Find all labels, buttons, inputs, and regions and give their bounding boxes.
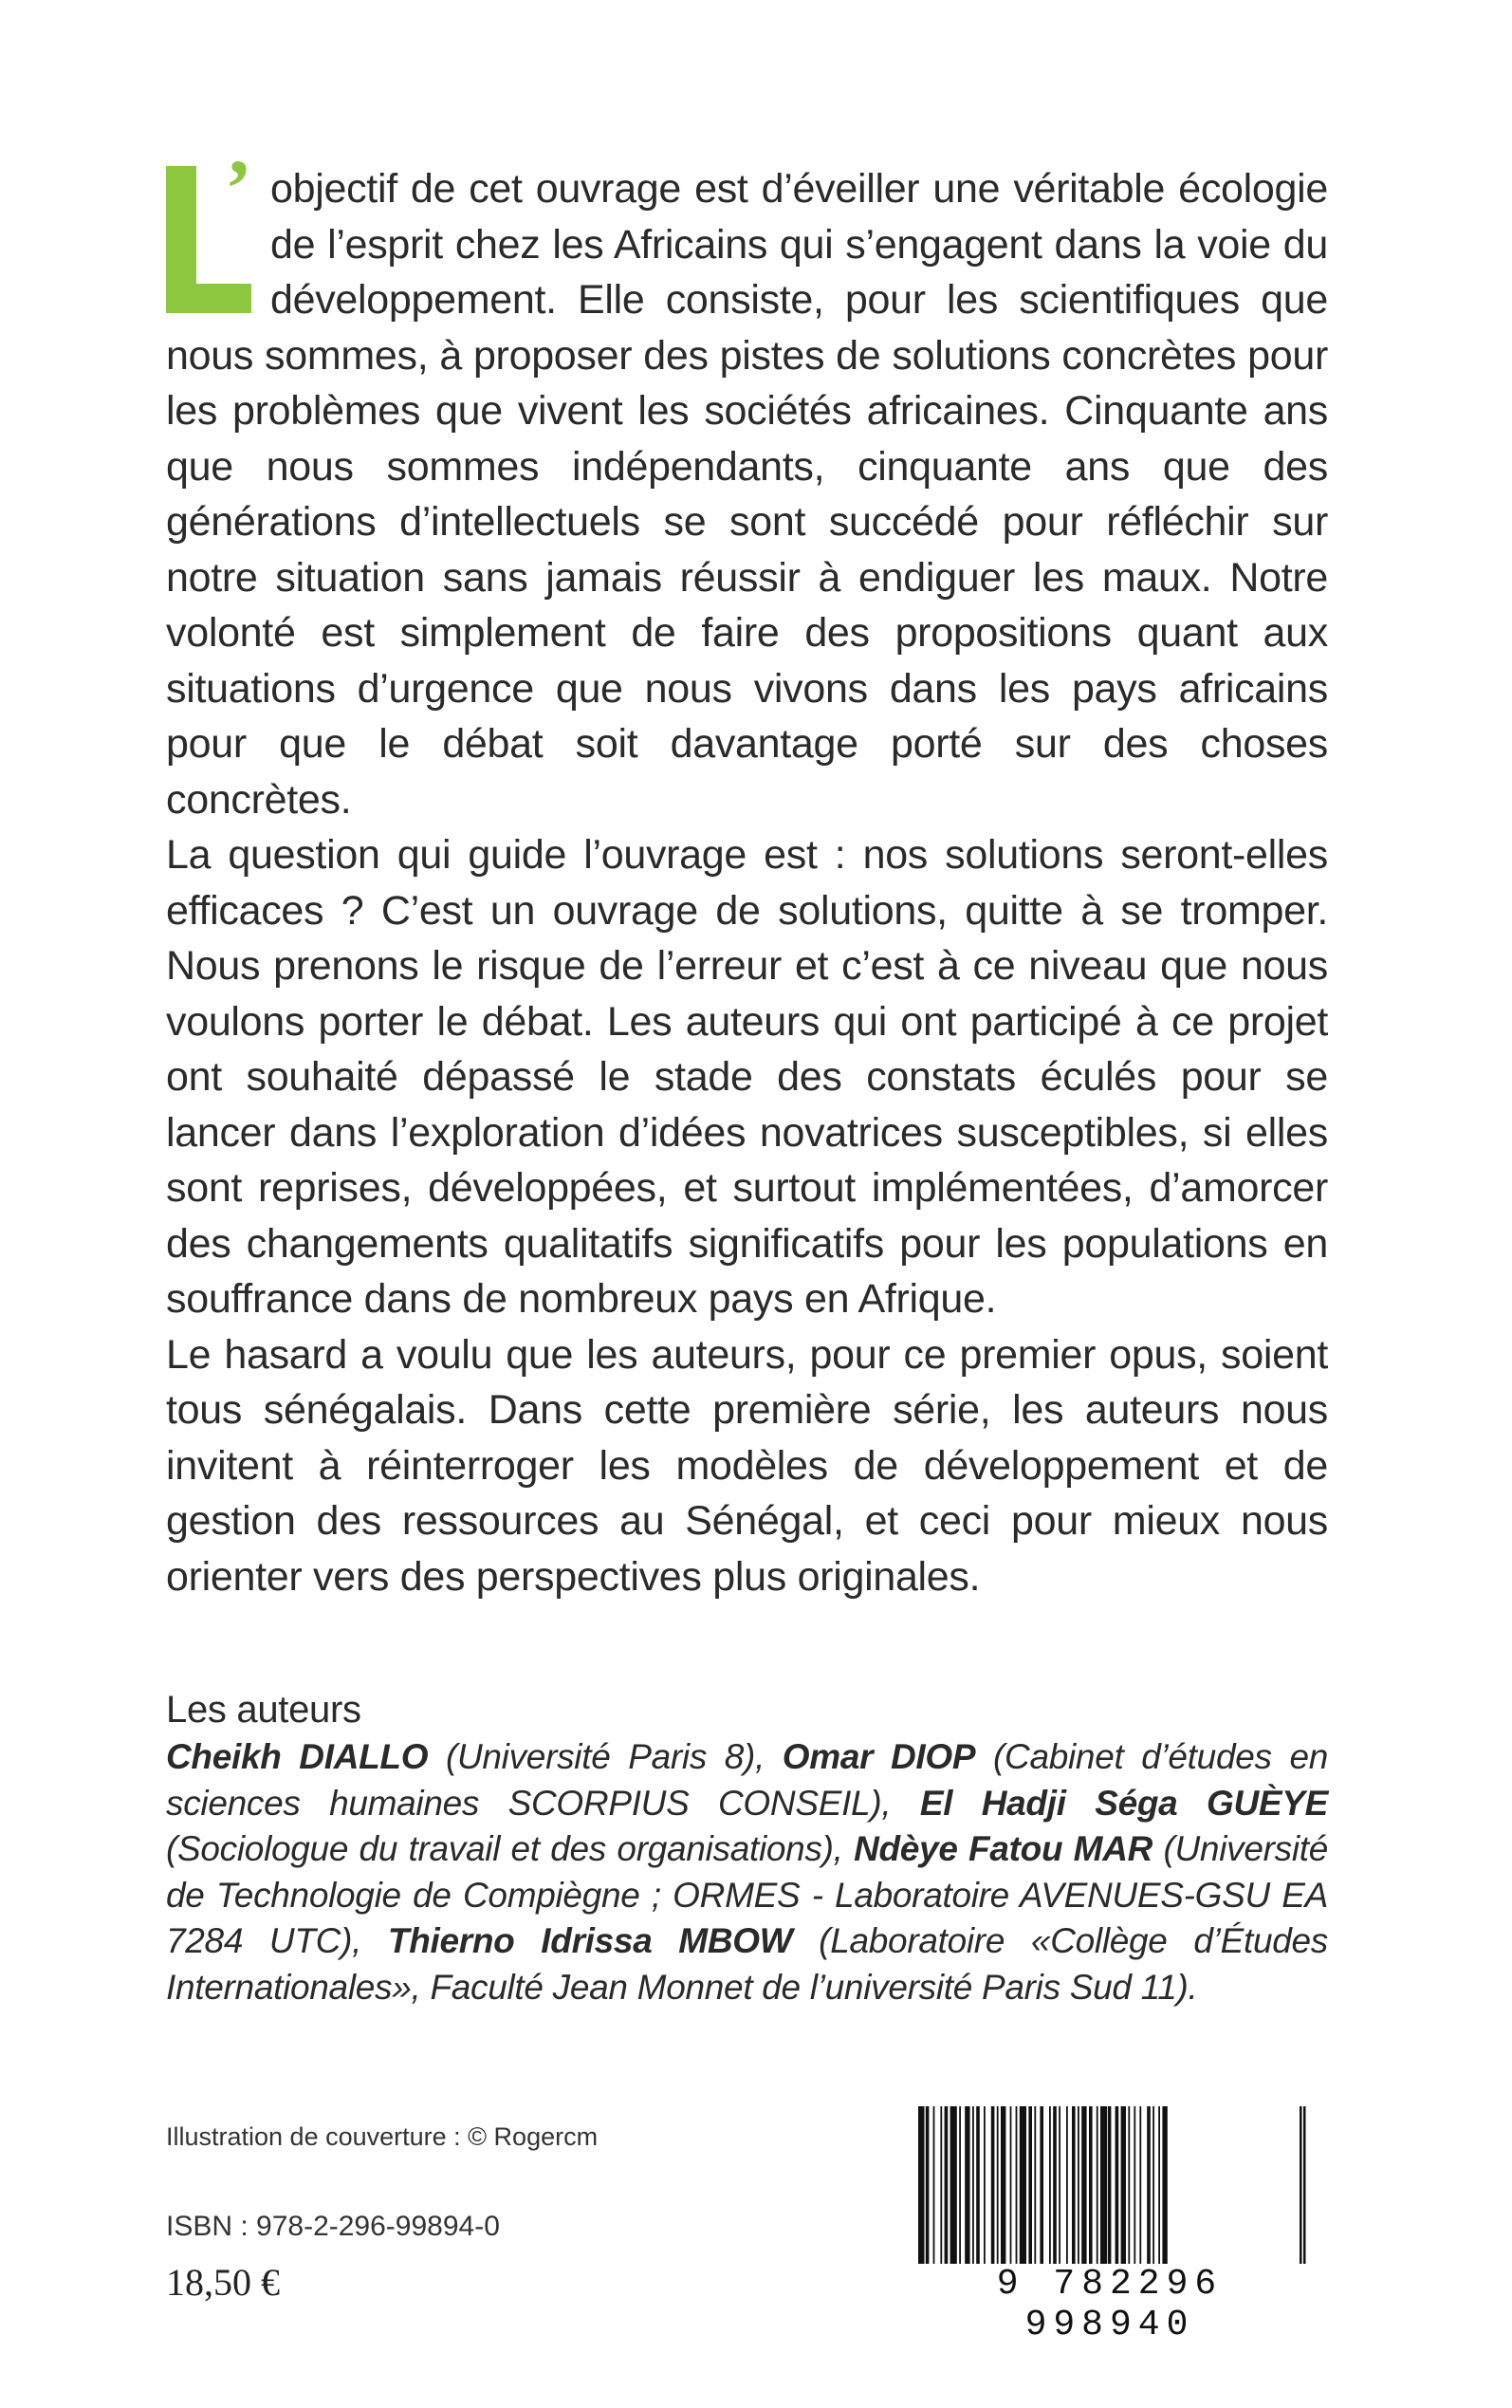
barcode-digits: 9 782296 998940 xyxy=(901,2264,1318,2345)
dropcap-letter xyxy=(166,142,257,313)
author-affiliation: (Université de Technologie de Compiègne ; ORMES - Laboratoire AVENUES-GSU EA 7284 UTC), xyxy=(166,1829,1328,1960)
illustration-credit: Illustration de couverture : © Rogercm xyxy=(166,2122,599,2151)
author-affiliation: (Sociologue du travail et des organisations), xyxy=(166,1829,855,1868)
author-name: Thierno Idrissa MBOW xyxy=(387,1921,793,1960)
isbn-number: ISBN : 978-2-296-99894-0 xyxy=(166,2211,500,2242)
description-paragraph-2: La question qui guide l’ouvrage est : nos solutions seront-elles efficaces ? C’est un ouvrage de solutions, quitte à se tromper. Nous prenons le risque de l’erreur et c’est à ce niveau que nous voulons porter le débat. Les auteurs qui ont participé à ce projet ont souhaité dépassé le stade des constats éculés pour se lancer dans l’exploration d’idées novatrices susceptibles, si elles sont reprises, développées, et surtout implémentées, d’amorcer des changements qualitatifs significatifs pour les populations en souffrance dans de nombreux pays en Afrique. xyxy=(166,832,1328,1322)
price-label: 18,50 € xyxy=(166,2261,280,2304)
authors-section xyxy=(166,1685,1328,2010)
author-affiliation: (Laboratoire «Collège d’Études Internationales», Faculté Jean Monnet de l’université Paris Sud 11). xyxy=(166,1921,1328,2007)
author-name: Ndèye Fatou MAR xyxy=(854,1829,1153,1868)
dropcap-apostrophe: ’ xyxy=(225,142,252,233)
back-cover-description xyxy=(166,142,1328,1604)
description-paragraph-3: Le hasard a voulu que les auteurs, pour ce premier opus, soient tous sénégalais. Dans cette première série, les auteurs nous invitent à réinterroger les modèles de développement et de gestion des ressources au Sénégal, et ceci pour mieux nous orienter vers des perspectives plus originales. xyxy=(166,1331,1328,1600)
description-paragraph-1 xyxy=(166,142,1328,827)
author-name: El Hadji Séga GUÈYE xyxy=(919,1783,1329,1823)
authors-heading: Les auteurs xyxy=(166,1689,361,1731)
author-name: Cheikh DIALLO xyxy=(166,1737,429,1776)
paragraph-text: objectif de cet ouvrage est d’éveiller une véritable écologie de l’esprit chez les Africains qui s’engagent dans la voie du développement. Elle consiste, pour les scientifiques que nous sommes, à proposer des pistes de solutions concrètes pour les problèmes que vivent les sociétés africaines. Cinquante ans que nous sommes indépendants, cinquante ans que des générations d’intellectuels se sont succédé pour réfléchir sur notre situation sans jamais réussir à endiguer les maux. Notre volonté est simplement de faire des propositions quant aux situations d’urgence que nous vivons dans les pays africains pour que le débat soit davantage porté sur des choses concrètes. xyxy=(166,166,1328,823)
author-affiliation: (Cabinet d’études en sciences humaines SCORPIUS CONSEIL), xyxy=(166,1737,1328,1823)
authors-list xyxy=(166,1737,1328,2007)
author-name: Omar DIOP xyxy=(782,1737,976,1776)
author-affiliation: (Université Paris 8), xyxy=(428,1737,783,1776)
